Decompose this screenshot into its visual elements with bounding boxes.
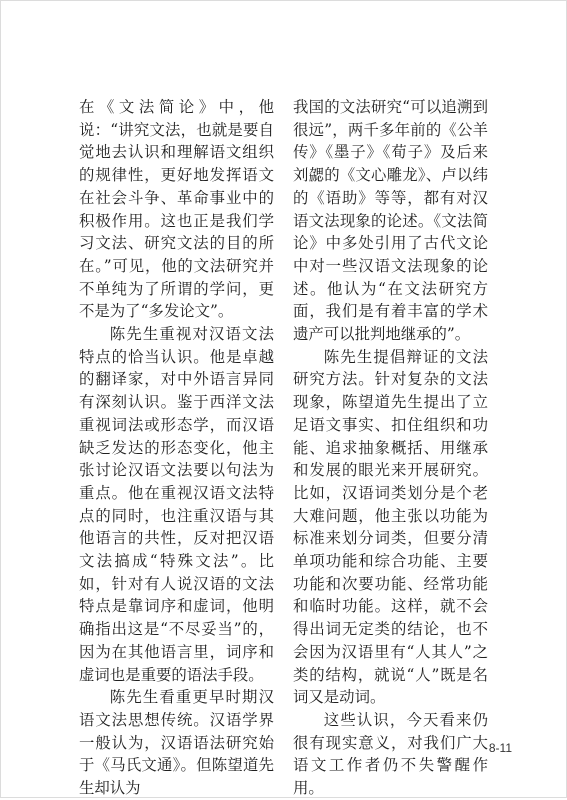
paragraph-right-2: 陈先生提倡辩证的文法研究方法。针对复杂的文法现象，陈望道先生提出了立足语文事实、扣住组织和功能、追求抽象概括、用继承和发展的眼光来开展研究。比如，汉语词类划分是个老大难问题，他主张以功能为标准来划分词类，但要分清单项功能和综合功能、主要功能和次要功能、经常功能和临时功能。这样，就不会得出词无定类的结论，也不会因为汉语里有“人其人”之类的结构，就说“人”既是名词又是动词。 (293, 347, 488, 707)
left-column (79, 96, 274, 800)
page-number: 8-11 (488, 741, 512, 755)
paragraph-left-2: 陈先生重视对汉语文法特点的恰当认识。他是卓越的翻译家，对中外语言异同有深刻认识。鉴于西洋文法重视词法或形态学，而汉语缺乏发达的形态变化，他主张讨论汉语文法要以句法为重点。他在重视汉语文法特点的同时，也注重汉语与其他语言的共性，反对把汉语文法搞成“特殊文法”。比如，针对有人说汉语的文法特点是靠词序和虚词，他明确指出这是“不尽妥当”的，因为在其他语言里，词序和虚词也是重要的语法手段。 (79, 325, 274, 684)
paragraph-left-3: 陈先生看重更早时期汉语文法思想传统。汉语学界一般认为，汉语语法研究始于《马氏文通》。但陈望道先生却认为 (79, 688, 274, 798)
paragraph-right-3: 这些认识，今天看来仍很有现实意义，对我们广大语文工作者仍不失警醒作用。 (293, 710, 488, 798)
right-column (293, 96, 488, 800)
paragraph-left-1: 在《文法简论》中，他说：“讲究文法，也就是要自觉地去认识和理解语文组织的规律性，更好地发挥语文在社会斗争、革命事业中的积极作用。这也正是我们学习文法、研究文法的目的所在。”可见，他的文法研究并不单纯为了所谓的学问，更不是为了“多发论文”。 (79, 98, 274, 321)
paragraph-right-1: 我国的文法研究“可以追溯到很远”，两千多年前的《公羊传》《墨子》《荀子》及后来刘勰的《文心雕龙》、卢以纬的《语助》等等，都有对汉语文法现象的论述。《文法简论》中多处引用了古代文论中对一些汉语文法现象的论述。他认为“在文法研究方面，我们是有着丰富的学术遗产可以批判地继承的”。 (293, 98, 488, 344)
